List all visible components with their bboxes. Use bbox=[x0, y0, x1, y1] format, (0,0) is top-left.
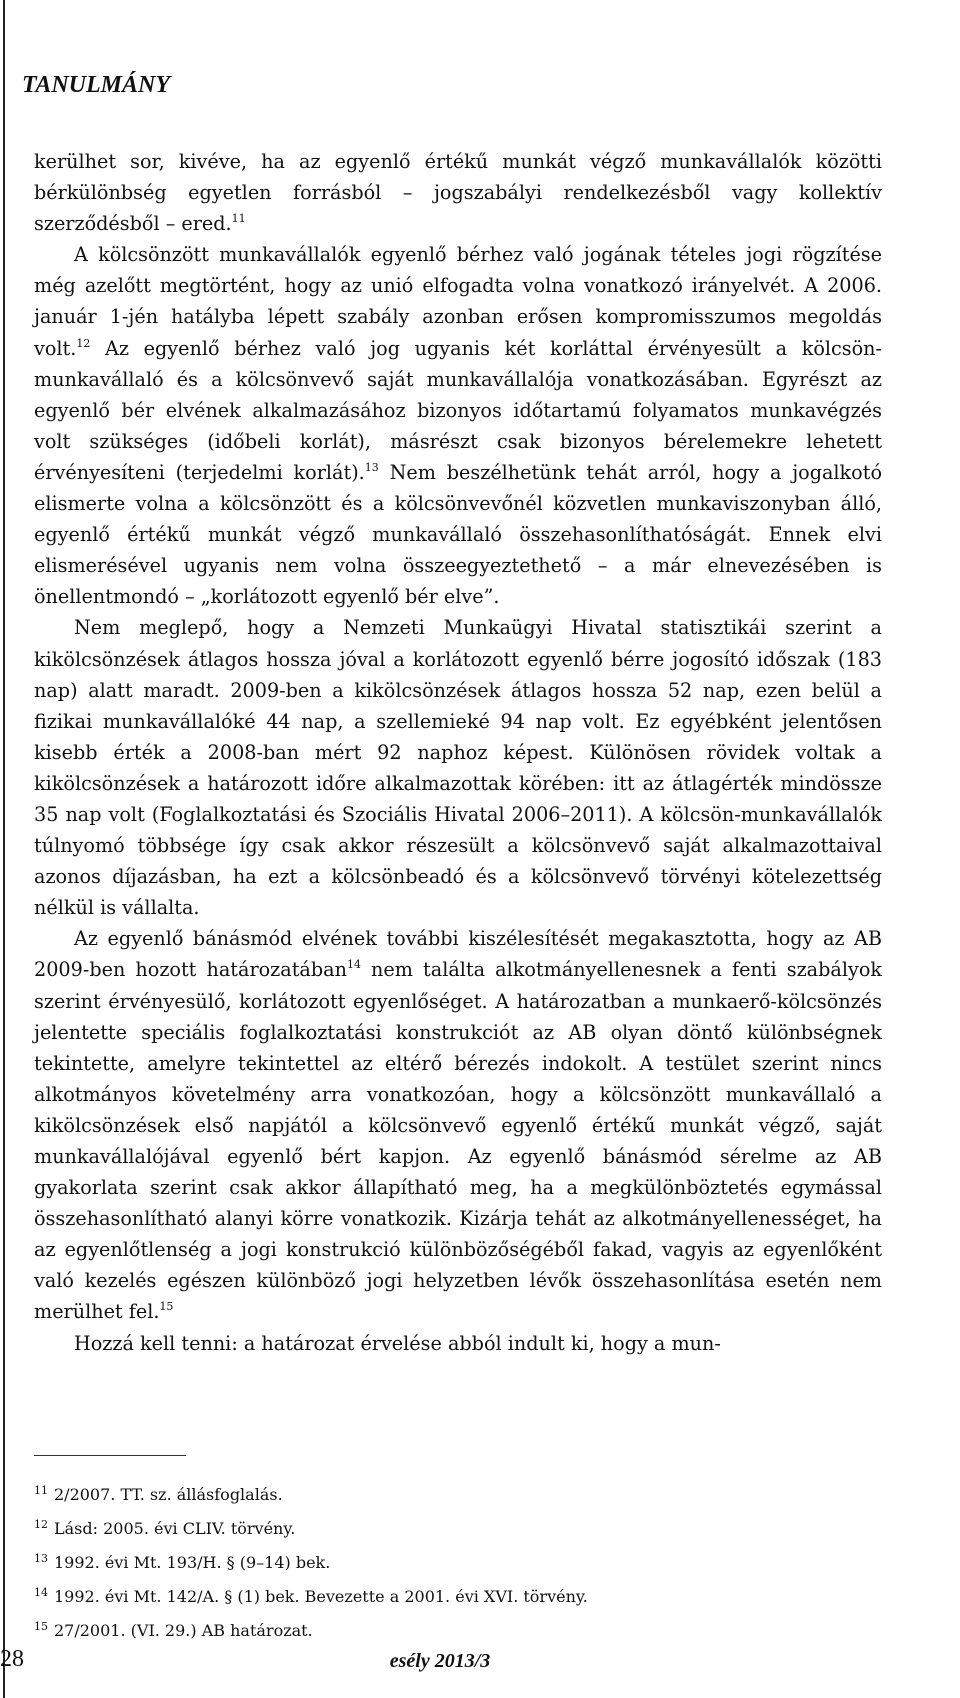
footnote-text: Lásd: 2005. évi CLIV. törvény. bbox=[54, 1519, 296, 1538]
footnote-text: 27/2001. (VI. 29.) AB határozat. bbox=[54, 1621, 313, 1640]
paragraph bbox=[34, 612, 882, 923]
body-text bbox=[34, 146, 882, 1359]
footnote-reference[interactable]: 15 bbox=[159, 1300, 174, 1314]
footnotes bbox=[34, 1474, 882, 1644]
page-margin-rule bbox=[3, 0, 5, 1698]
paragraph-text: Hozzá kell tenni: a határozat érvelése abból indult ki, hogy a mun- bbox=[74, 1331, 721, 1355]
footnote-item bbox=[34, 1474, 882, 1508]
footnote-separator bbox=[34, 1455, 186, 1456]
paragraph-text: Nem beszélhetünk tehát arról, hogy a jogalkotó elismerte volna a kölcsönzött és a kölcsönvevőnél közvetlen munkaviszonyban álló, egyenlő értékű munkát végző munkavállaló összehasonlíthatóságát. Ennek elvi elismerésével ugyanis nem volna összeegyeztethető – a már elnevezésében is önellentmondó – „korlátozott egyenlő bér elve”. bbox=[34, 460, 882, 609]
paragraph bbox=[34, 239, 882, 612]
page-number: 28 bbox=[0, 1646, 24, 1672]
paragraph bbox=[34, 1328, 882, 1359]
footnote-item bbox=[34, 1508, 882, 1542]
footnote-reference[interactable]: 11 bbox=[231, 212, 246, 226]
footnote-reference[interactable]: 12 bbox=[76, 336, 91, 350]
footnote-text: 1992. évi Mt. 193/H. § (9–14) bek. bbox=[54, 1553, 331, 1572]
section-header: TANULMÁNY bbox=[22, 72, 171, 98]
paragraph-text: A kölcsönzött munkavállalók egyenlő bérhez való jogának tételes jogi rögzítése még azelőtt megtörtént, hogy az unió elfogadta volna vonatkozó irányelvét. A 2006. január 1-jén hatályba lépett szabály azonban erősen kompromisszumos megoldás volt. bbox=[34, 243, 882, 360]
paragraph-text: Az egyenlő bánásmód elvének további kiszélesítését megakasztotta, hogy az AB 2009-ben hozott határozatában bbox=[34, 927, 882, 982]
footnote-item bbox=[34, 1610, 882, 1644]
paragraph bbox=[34, 146, 882, 239]
footnote-number: 14 bbox=[34, 1586, 48, 1599]
footnote-number: 11 bbox=[34, 1484, 48, 1497]
footnote-number: 15 bbox=[34, 1620, 48, 1633]
journal-title: esély 2013/3 bbox=[389, 1650, 491, 1672]
footnote-number: 12 bbox=[34, 1518, 48, 1531]
footnote-item bbox=[34, 1542, 882, 1576]
paragraph-text: kerülhet sor, kivéve, ha az egyenlő értékű munkát végző munkavállalók közötti bérkülönbség egyetlen forrásból – jogszabályi rendelkezésből vagy kollektív szerződésből – ered. bbox=[34, 150, 882, 236]
footnote-item bbox=[34, 1576, 882, 1610]
footnote-reference[interactable]: 13 bbox=[364, 460, 379, 474]
paragraph-text: Az egyenlő bérhez való jog ugyanis két korláttal érvényesült a kölcsön-munkavállaló és a kölcsönvevő saját munkavállalója vonatkozásában. Egyrészt az egyenlő bér elvének alkalmazásához bizonyos időtartamú folyamatos munkavégzés volt szükséges (időbeli korlát), másrészt csak bizonyos bérelemekre lehetett érvényesíteni (terjedelmi korlát). bbox=[34, 336, 882, 484]
footnote-text: 1992. évi Mt. 142/A. § (1) bek. Bevezette a 2001. évi XVI. törvény. bbox=[54, 1587, 588, 1606]
footnote-reference[interactable]: 14 bbox=[346, 958, 361, 972]
footnote-text: 2/2007. TT. sz. állásfoglalás. bbox=[54, 1485, 283, 1504]
footnote-number: 13 bbox=[34, 1552, 48, 1565]
paragraph-text: Nem meglepő, hogy a Nemzeti Munkaügyi Hivatal statisztikái szerint a kikölcsönzések átlagos hossza jóval a korlátozott egyenlő bérre jogosító időszak (183 nap) alatt maradt. 2009-ben a kikölcsönzések átlagos hossza 52 nap, ezen belül a fizikai munkavállalóké 44 nap, a szellemieké 94 nap volt. Ez egyébként jelentősen kisebb érték a 2008-ban mért 92 naphoz képest. Különösen rövidek voltak a kikölcsönzések a határozott időre alkalmazottak körében: itt az átlagérték mindössze 35 nap volt (Foglalkoztatási és Szociális Hivatal 2006–2011). A kölcsön-munkavállalók túlnyomó többsége így csak akkor részesült a kölcsönvevő saját alkalmazottaival azonos díjazásban, ha ezt a kölcsönbeadó és a kölcsönvevő törvényi kötelezettség nélkül is vállalta. bbox=[34, 616, 882, 920]
paragraph bbox=[34, 923, 882, 1327]
paragraph-text: nem találta alkotmányellenesnek a fenti szabályok szerint érvényesülő, korlátozott egyenlőséget. A határozatban a munkaerő-kölcsönzés jelentette speciális foglalkoztatási konstrukciót az AB olyan döntő különbségnek tekintette, amelyre tekintettel az eltérő bérezés indokolt. A testület szerint nincs alkotmányos követelmény arra vonatkozóan, hogy a kölcsönzött munkavállaló a kikölcsönzések első napjától a kölcsönvevő egyenlő értékű munkát végző, saját munkavállalójával egyenlő bért kapjon. Az egyenlő bánásmód sérelme az AB gyakorlata szerint csak akkor állapítható meg, ha a megkülönböztetés egymással összehasonlítható alanyi körre vonatkozik. Kizárja tehát az alkotmányellenességet, ha az egyenlőtlenség a jogi konstrukció különbözőségéből fakad, vagyis az egyenlőként való kezelés egészen különböző jogi helyzetben lévők összehasonlítása esetén nem merülhet fel. bbox=[34, 958, 882, 1324]
